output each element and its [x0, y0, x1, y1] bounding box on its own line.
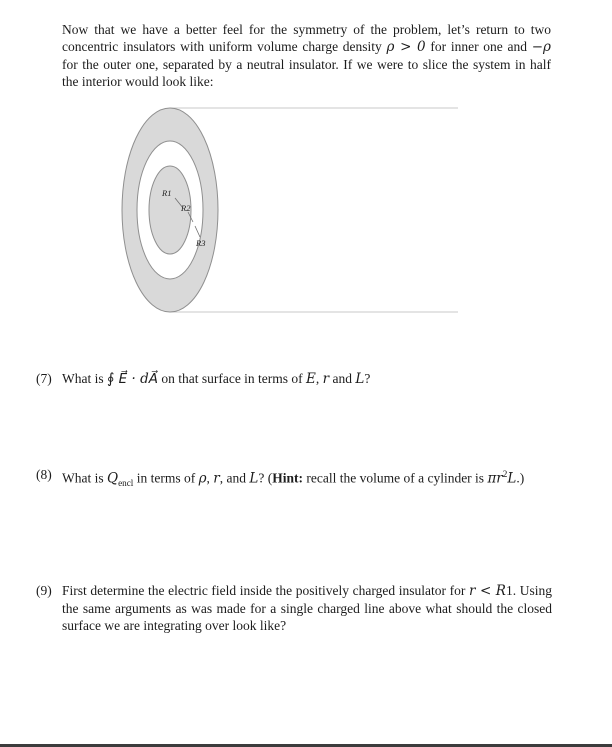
q8-text: in terms of [133, 470, 199, 486]
q8-var-rho: ρ [198, 470, 207, 487]
q9-text: . Using the same arguments as was made for a single charged line above what should the closed surface we are integrating over look like? [62, 583, 552, 633]
q7-text: ? [364, 371, 371, 386]
q7-var-E: E [306, 371, 316, 387]
q8-subscript-encl: encl [118, 478, 134, 489]
q8-text: , and [219, 470, 250, 486]
label-r2: R2 [181, 203, 191, 213]
question-9-number: (9) [36, 583, 52, 598]
intro-text: Now that we have a better feel for the symmetry of the problem, let’s return to two concentric insulators with uniform volume charge density [62, 21, 551, 54]
q8-var-L2: L [507, 470, 517, 487]
label-r1: R1 [162, 188, 172, 198]
q8-text: What is [62, 470, 107, 486]
q8-text: recall the volume of a cylinder is [303, 470, 488, 486]
q8-text: ? ( [258, 470, 273, 486]
q9-math-r-lt-R: r < R [468, 583, 506, 599]
intro-text: for inner one and [425, 38, 532, 54]
q9-R1-digit: 1 [505, 583, 513, 598]
q8-var-L: L [249, 470, 259, 487]
intro-text: for the outer one, separated by a neutral insulator. If we were to slice the system in half the interior would look like: [62, 56, 551, 89]
q7-var-r: r [322, 371, 330, 387]
charge-density-positive: ρ > 0 [386, 38, 426, 55]
question-9-text [62, 582, 552, 634]
q7-text: , [315, 371, 323, 386]
q8-text: .) [516, 470, 525, 486]
question-7 [36, 370, 552, 388]
q8-superscript-2: 2 [502, 469, 508, 479]
q7-text: on that surface in terms of [157, 371, 307, 386]
closed-surface-integral-symbol: ∮ [107, 371, 115, 387]
question-7-number: (7) [36, 371, 52, 386]
q8-var-r: r [213, 470, 220, 487]
q8-math-pi-r: πr [487, 470, 503, 487]
question-8 [36, 466, 552, 492]
q7-text: What is [62, 371, 107, 386]
q8-var-Q: Q [107, 470, 119, 487]
intro-paragraph [62, 21, 551, 90]
question-8-number: (8) [36, 467, 52, 482]
q9-text: First determine the electric field inside the positively charged insulator for [62, 583, 469, 598]
label-r3: R3 [196, 238, 206, 248]
question-8-text [62, 466, 552, 492]
q8-hint-label: Hint: [272, 470, 303, 486]
q7-var-L: L [355, 371, 365, 387]
q7-text: and [329, 371, 356, 386]
cylinder-slice-diagram [0, 95, 612, 335]
q7-math-flux: E⃗ · dA⃗ [114, 371, 158, 387]
q8-text: , [206, 470, 214, 486]
question-9 [36, 582, 552, 634]
question-7-text [62, 370, 552, 388]
charge-density-negative: −ρ [531, 38, 551, 55]
